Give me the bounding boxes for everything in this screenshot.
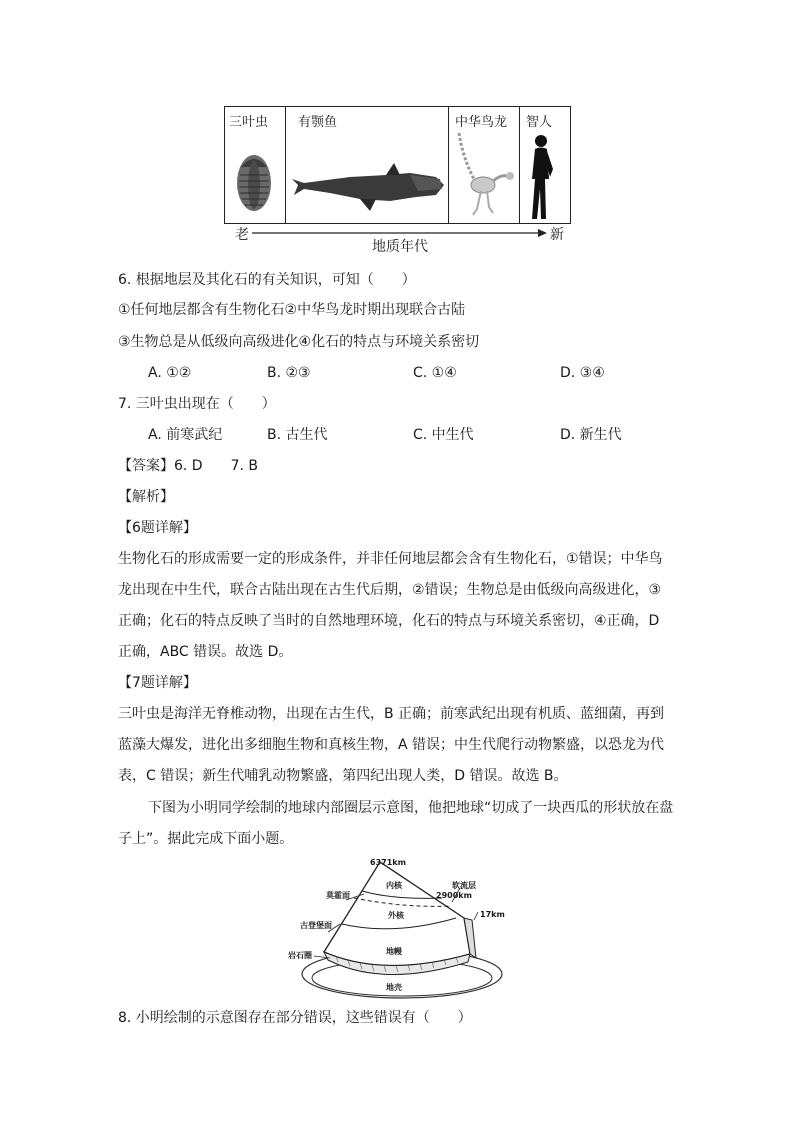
analysis-title: 【解析】 <box>118 489 174 505</box>
axis-new-label: 新 <box>550 227 564 243</box>
homo-sapiens-label: 智人 <box>526 115 553 130</box>
q6-detail-title: 【6题详解】 <box>118 520 197 536</box>
dinosaur-icon <box>453 129 517 219</box>
depth-17-label: 17km <box>480 910 505 919</box>
sinosauropteryx-panel <box>449 107 520 223</box>
sinosauropteryx-label: 中华鸟龙 <box>455 115 508 130</box>
q7-detail-line: 蓝藻大爆发，进化出多细胞生物和真核生物，A 错误；中生代爬行动物繁盛，以恐龙为代 <box>118 737 665 753</box>
q6-detail-line: 正确；化石的特点反映了当时的自然地理环境，化石的特点与环境关系密切，④正确，D <box>118 613 660 629</box>
trilobite-panel <box>225 107 286 223</box>
q6-option-a[interactable]: A. ①② <box>148 365 192 381</box>
fossil-figure <box>224 106 571 224</box>
axis-old-label: 老 <box>235 227 249 243</box>
q7-detail-line: 三叶虫是海洋无脊椎动物，出现在古生代，B 正确；前寒武纪出现有机质、蓝细菌，再到 <box>118 706 665 722</box>
depth-2900-label: 2900km <box>436 891 472 900</box>
q7-detail-line: 表，C 错误；新生代哺乳动物繁盛，第四纪出现人类，D 错误。故选 B。 <box>118 768 568 784</box>
q7-option-b[interactable]: B. 古生代 <box>267 427 328 443</box>
q8-stem: 8. 小明绘制的示意图存在部分错误，这些错误有（ ） <box>118 1010 472 1026</box>
crust-label: 地壳 <box>386 983 402 992</box>
q7-option-d[interactable]: D. 新生代 <box>560 427 622 443</box>
answer-line: 【答案】6. D 7. B <box>118 458 258 474</box>
intro-line: 子上”。据此完成下面小题。 <box>118 831 294 847</box>
earth-structure-figure <box>284 858 504 1000</box>
soft-layer-label: 软流层 <box>452 881 476 890</box>
jawed-fish-label: 有颚鱼 <box>298 115 338 130</box>
moho-label: 莫霍面 <box>326 891 350 900</box>
q6-stem: 6. 根据地层及其化石的有关知识，可知（ ） <box>118 272 416 288</box>
q6-detail-line: 正确，ABC 错误。故选 D。 <box>118 644 293 660</box>
radius-label: 6371km <box>370 858 406 867</box>
fish-icon <box>290 159 446 215</box>
trilobite-label: 三叶虫 <box>229 115 269 130</box>
inner-core-label: 内核 <box>386 881 402 890</box>
jawed-fish-panel <box>286 107 449 223</box>
lithosphere-label: 岩石圈 <box>288 951 312 960</box>
trilobite-icon <box>233 147 275 213</box>
q6-detail-line: 生物化石的形成需要一定的形成条件，并非任何地层都会含有生物化石，①错误；中华鸟 <box>118 551 663 567</box>
gutenberg-label: 古登堡面 <box>300 921 332 930</box>
q7-detail-title: 【7题详解】 <box>118 675 197 691</box>
intro-line: 下图为小明同学绘制的地球内部圈层示意图，他把地球“切成了一块西瓜的形状放在盘 <box>148 800 674 816</box>
q7-option-c[interactable]: C. 中生代 <box>413 427 474 443</box>
q7-option-a[interactable]: A. 前寒武纪 <box>148 427 223 443</box>
q6-statement-2: ③生物总是从低级向高级进化④化石的特点与环境关系密切 <box>118 334 480 350</box>
q6-option-b[interactable]: B. ②③ <box>267 365 311 381</box>
q6-option-c[interactable]: C. ①④ <box>413 365 457 381</box>
homo-sapiens-panel <box>520 107 572 223</box>
q6-detail-line: 龙出现在中生代，联合古陆出现在古生代后期，②错误；生物总是由低级向高级进化，③ <box>118 582 662 598</box>
q6-statement-1: ①任何地层都含有生物化石②中华鸟龙时期出现联合古陆 <box>118 302 466 318</box>
axis-title: 地质年代 <box>372 239 428 255</box>
q7-stem: 7. 三叶虫出现在（ ） <box>118 396 276 412</box>
mantle-label: 地幔 <box>386 947 402 956</box>
human-icon <box>526 133 556 221</box>
q6-option-d[interactable]: D. ③④ <box>560 365 605 381</box>
outer-core-label: 外核 <box>388 911 404 920</box>
